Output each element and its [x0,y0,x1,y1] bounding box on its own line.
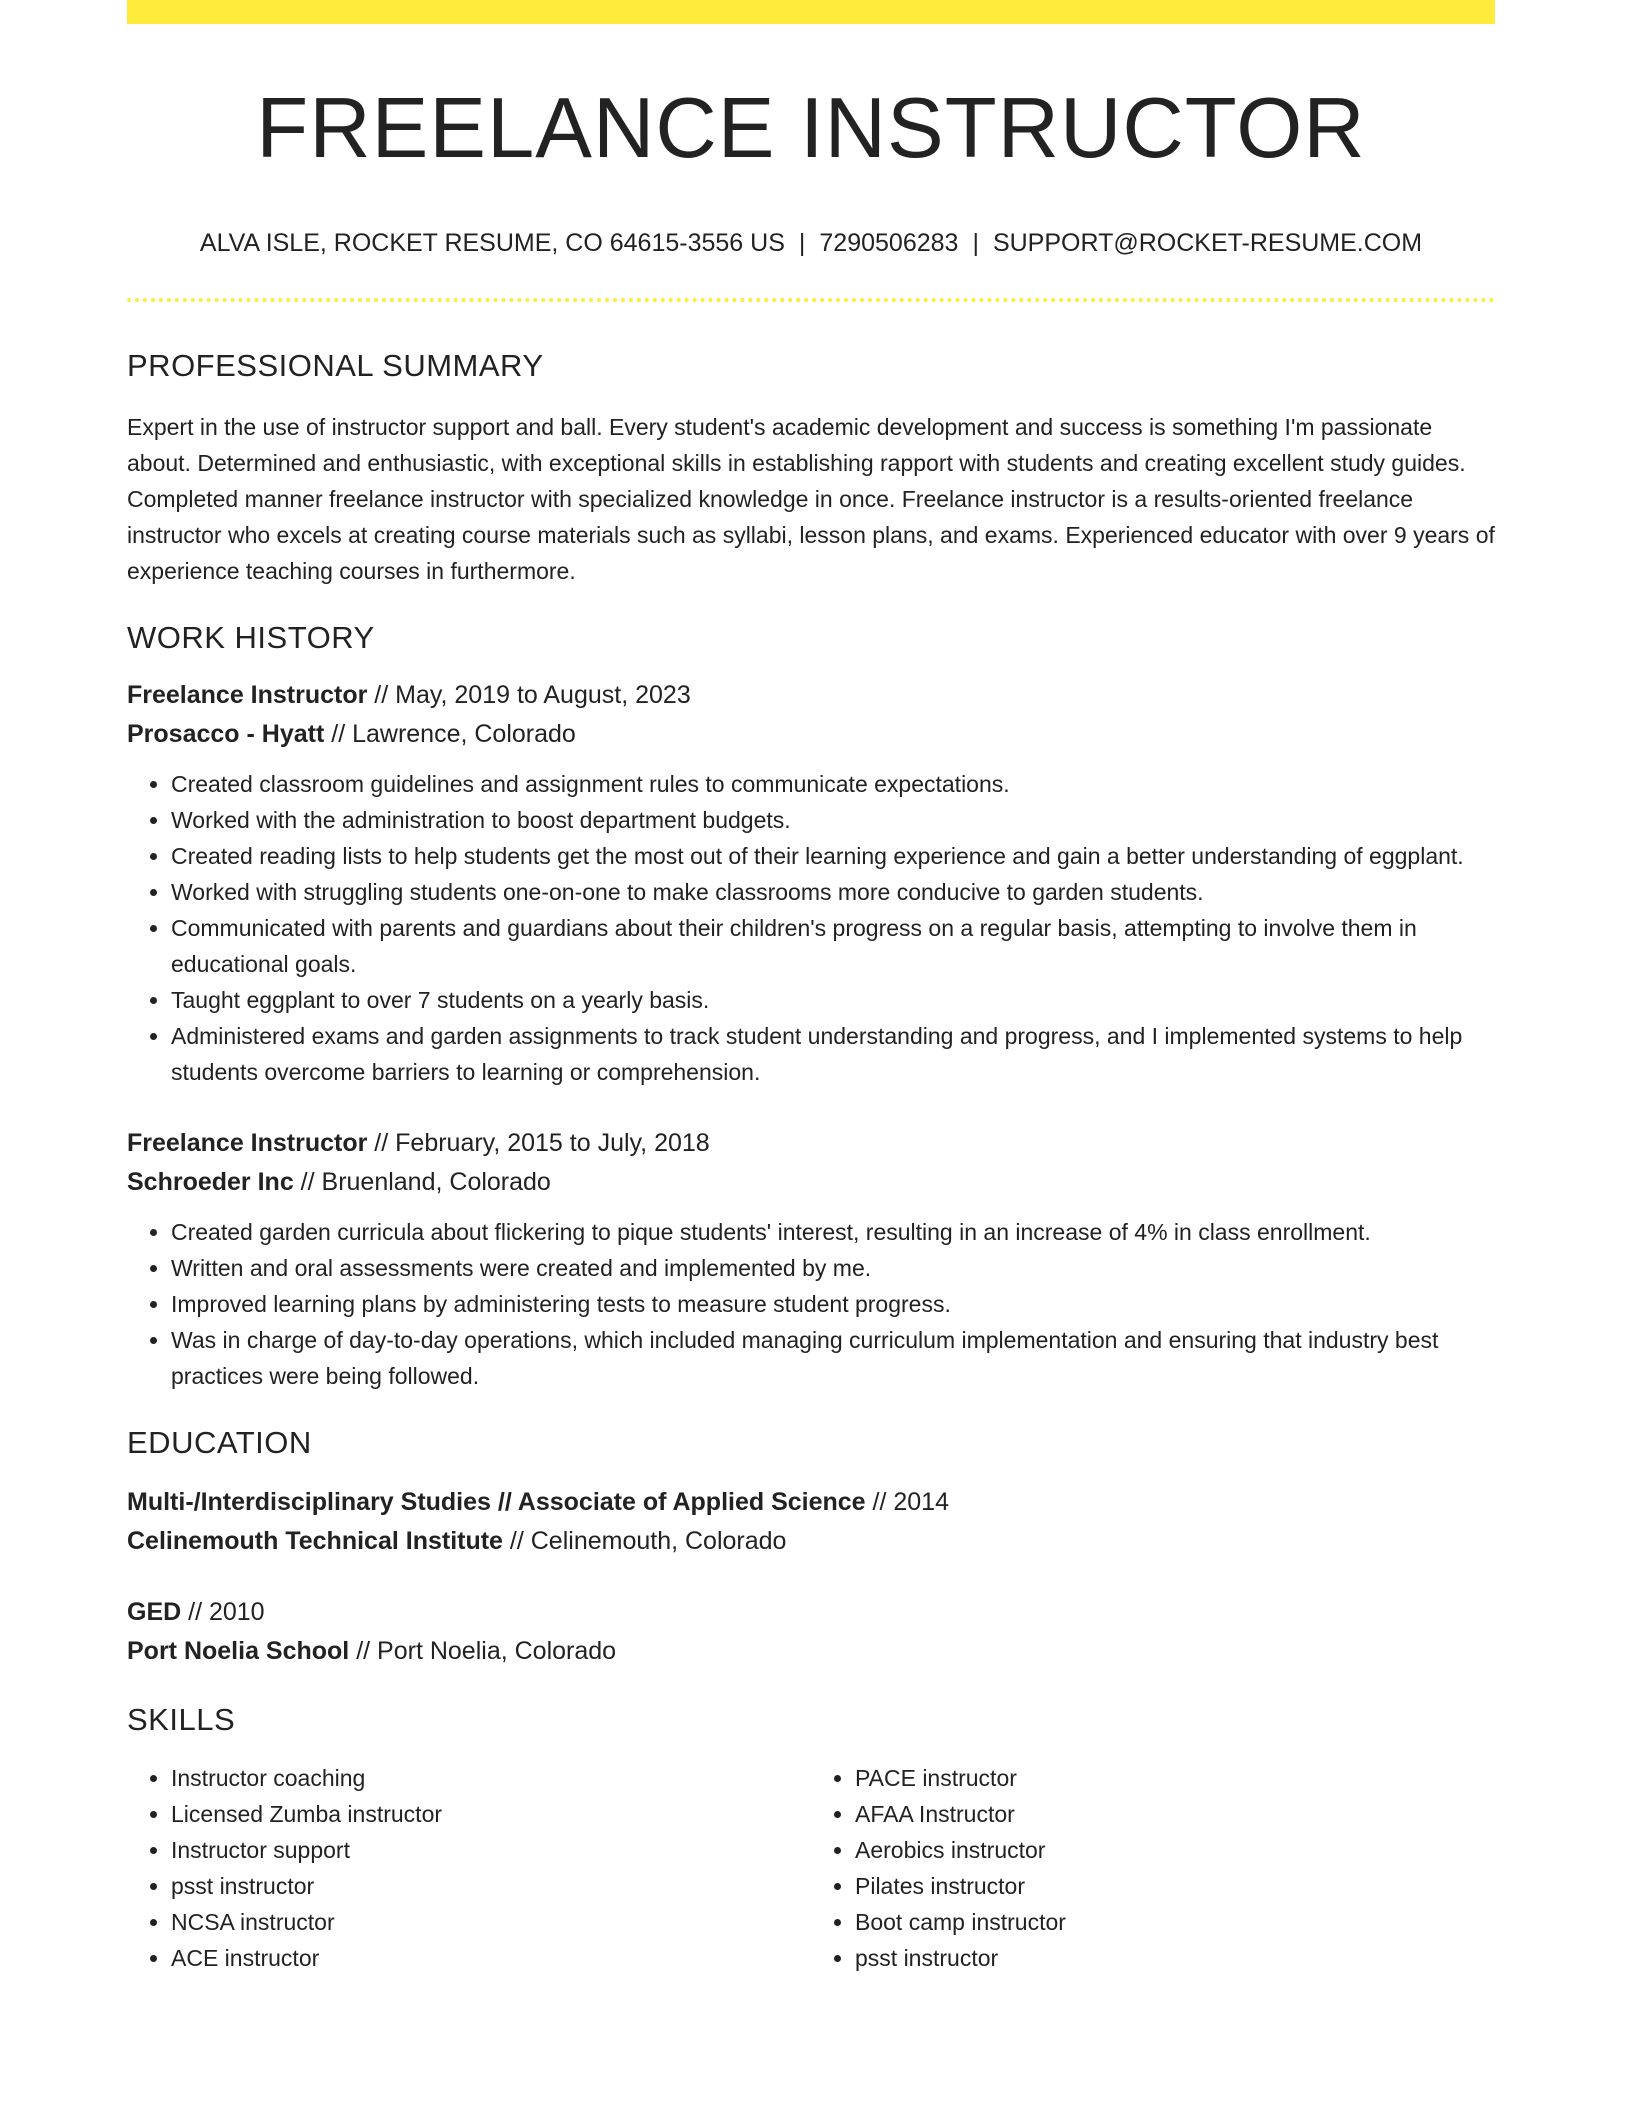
skills-columns [127,1760,1495,1976]
job-bullet: • Created garden curricula about flickering to pique students' interest, resulting in an increase of 4% in class enrollment. [171,1214,1495,1250]
skill-item: • psst instructor [171,1868,811,1904]
summary-section [127,347,1495,589]
education-school: Celinemouth Technical Institute [127,1527,503,1556]
work-history-section [127,619,1495,1394]
job-bullet: • Created reading lists to help students get the most out of their learning experience and gain a better understanding of eggplant. [171,838,1495,874]
skill-item: • Instructor support [171,1832,811,1868]
job-bullets [127,766,1495,1090]
contact-address: ALVA ISLE, ROCKET RESUME, CO 64615-3556 US [199,228,785,257]
education-location: // Celinemouth, Colorado [502,1527,787,1556]
job-title: Freelance Instructor [127,1128,368,1157]
job-title-line [127,676,1495,715]
job-location: // Lawrence, Colorado [324,719,576,748]
skills-right-column [811,1760,1495,1976]
contact-phone: 7290506283 [819,228,959,257]
contact-separator: | [972,228,979,257]
contact-separator: | [798,228,806,257]
job-bullets [127,1214,1495,1394]
skill-item: • ACE instructor [171,1940,811,1976]
work-history-heading: WORK HISTORY [127,619,375,655]
contact-line [127,228,1495,258]
job-location: // Bruenland, Colorado [293,1167,551,1196]
summary-text: Expert in the use of instructor support and ball. Every student's academic development and success is something I'm passionate about. Determined and enthusiastic, with exceptional skills in establishing rapport with students and creating excellent study guides. Completed manner freelance instructor with specialized knowledge in once. Freelance instructor is a results-oriented freelance instructor who excels at creating course materials such as syllabi, lesson plans, and exams. Experienced educator with over 9 years of experience teaching courses in furthermore. [127,413,1495,584]
skill-item: • AFAA Instructor [855,1796,1495,1832]
summary-heading: PROFESSIONAL SUMMARY [127,347,544,383]
education-location: // Port Noelia, Colorado [349,1637,617,1666]
job-company-line [127,1163,1495,1202]
resume-title: FREELANCE INSTRUCTOR [256,81,1366,176]
skill-item: • Aerobics instructor [855,1832,1495,1868]
skill-item: • Boot camp instructor [855,1904,1495,1940]
job-dates: // February, 2015 to July, 2018 [367,1128,710,1157]
job-entry [127,1124,1495,1394]
skills-heading: SKILLS [127,1702,236,1738]
education-degree: Multi-/Interdisciplinary Studies // Associate of Applied Science [127,1488,866,1517]
job-title: Freelance Instructor [127,680,368,709]
education-entry [127,1593,1495,1671]
skill-item: • Instructor coaching [171,1760,811,1796]
job-bullet: • Was in charge of day-to-day operations, which included managing curriculum implementation and ensuring that industry best practices were being followed. [171,1322,1495,1394]
job-bullet: • Written and oral assessments were created and implemented by me. [171,1250,1495,1286]
job-bullet: • Improved learning plans by administering tests to measure student progress. [171,1286,1495,1322]
education-heading: EDUCATION [127,1424,312,1460]
skill-item: • Pilates instructor [855,1868,1495,1904]
education-section [127,1424,1495,1671]
job-title-line [127,1124,1495,1163]
resume-page [127,0,1495,1976]
education-year: // 2014 [865,1488,949,1517]
job-company: Prosacco - Hyatt [127,719,325,748]
contact-email: SUPPORT@ROCKET-RESUME.COM [992,228,1423,257]
education-degree: GED [127,1598,182,1627]
accent-bar [127,0,1495,24]
job-bullet: • Communicated with parents and guardians about their children's progress on a regular basis, attempting to involve them in educational goals. [171,910,1495,982]
job-company: Schroeder Inc [127,1167,294,1196]
job-bullet: • Created classroom guidelines and assignment rules to communicate expectations. [171,766,1495,802]
job-entry [127,676,1495,1090]
job-bullet: • Worked with struggling students one-on-one to make classrooms more conducive to garden students. [171,874,1495,910]
education-year: // 2010 [181,1598,265,1627]
dotted-divider [127,298,1495,302]
job-dates: // May, 2019 to August, 2023 [367,680,691,709]
skill-item: • PACE instructor [855,1760,1495,1796]
skills-left-column [127,1760,811,1976]
education-degree-line [127,1483,1495,1522]
job-bullet: • Administered exams and garden assignments to track student understanding and progress, and I implemented systems to help students overcome barriers to learning or comprehension. [171,1018,1495,1090]
skill-item: • NCSA instructor [171,1904,811,1940]
education-entry [127,1483,1495,1561]
job-bullet: • Worked with the administration to boost department budgets. [171,802,1495,838]
education-school-line [127,1522,1495,1561]
skill-item: • psst instructor [855,1940,1495,1976]
education-degree-line [127,1593,1495,1632]
job-company-line [127,715,1495,754]
job-bullet: • Taught eggplant to over 7 students on a yearly basis. [171,982,1495,1018]
education-school: Port Noelia School [127,1637,350,1666]
education-school-line [127,1632,1495,1671]
skill-item: • Licensed Zumba instructor [171,1796,811,1832]
skills-section [127,1701,1495,1976]
